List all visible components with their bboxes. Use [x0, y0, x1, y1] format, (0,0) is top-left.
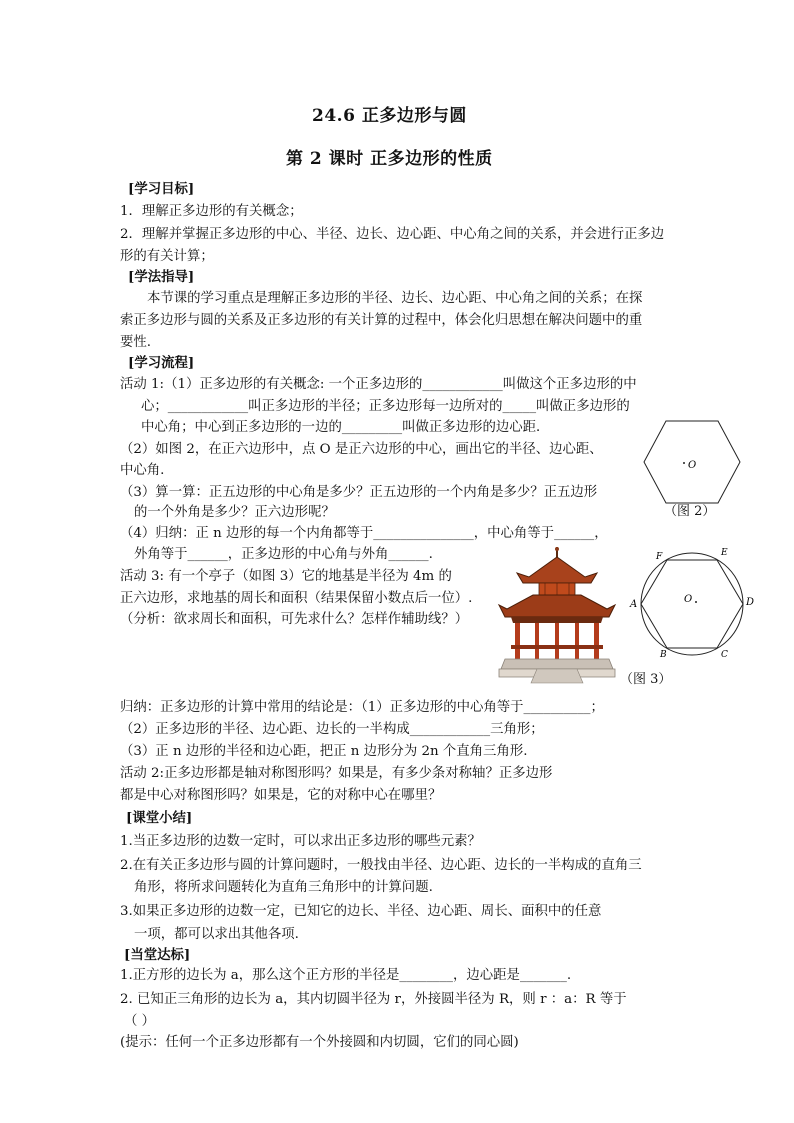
figure-3-label-o: O	[684, 594, 693, 605]
figure-2-hexagon	[640, 418, 744, 506]
check-line-2: 2. 已知正三角形的边长为 a，其内切圆半径为 r，外接圆半径为 R，则 r ：a：R 等于	[120, 992, 627, 1007]
flow-line-10: 活动 3: 有一个亭子（如图 3）它的地基是半径为 4m 的	[120, 569, 452, 584]
page-title: 24.6 正多边形与圆	[312, 106, 467, 126]
figure-3-label-a: A	[630, 599, 638, 610]
method-line-2: 索正多边形与圆的关系及正多边形的有关计算的过程中，体会化归思想在解决问题中的重	[120, 313, 643, 328]
section-check: [当堂达标]	[124, 947, 191, 963]
figure-3-label-f: F	[656, 552, 663, 562]
figure-3-caption: （图 3）	[620, 672, 672, 687]
goal-line-1: 1．理解正多边形的有关概念；	[120, 204, 303, 219]
method-line-1: 本节课的学习重点是理解正多边形的半径、边长、边心距、中心角之间的关系；在探	[147, 291, 643, 306]
flow-line-5: 中心角.	[120, 463, 165, 478]
flow-line-2: 心；____________叫正多边形的半径；正多边形每一边所对的_____叫做正多边形的	[141, 399, 630, 414]
figure-3-label-b: B	[660, 650, 667, 660]
figure-3-label-c: C	[721, 650, 728, 660]
flow-line-17: 都是中心对称图形吗？如果是，它的对称中心在哪里？	[120, 788, 442, 803]
flow-line-12: （分析：欲求周长和面积，可先求什么？怎样作辅助线？）	[120, 612, 469, 627]
summary-line-2: 2.在有关正多边形与圆的计算问题时，一般找由半径、边心距、边长的一半构成的直角三	[120, 858, 642, 873]
pavilion-image	[497, 545, 617, 685]
flow-line-9: 外角等于______，正多边形的中心角与外角______.	[134, 547, 433, 562]
summary-line-5: 一项，都可以求出其他各项.	[134, 927, 299, 942]
summary-line-3: 角形，将所求问题转化为直角三角形中的计算问题.	[134, 880, 433, 895]
figure-2-caption: （图 2）	[664, 504, 716, 519]
figure-3-label-e: E	[721, 548, 728, 558]
flow-line-6: （3）算一算：正五边形的中心角是多少？正五边形的一个内角是多少？正五边形	[120, 485, 598, 500]
section-goals: [学习目标]	[128, 181, 195, 197]
figure-3-label-d: D	[746, 597, 755, 608]
flow-line-4: （2）如图 2，在正六边形中，点 O 是正六边形的中心，画出它的半径、边心距、	[120, 442, 603, 457]
flow-line-8: （4）归纳：正 n 边形的每一个内角都等于_______________，中心角等于______，	[120, 526, 608, 541]
summary-line-1: 1.当正多边形的边数一定时，可以求出正多边形的哪些元素？	[120, 834, 481, 849]
figure-3-inscribed-hexagon	[626, 545, 762, 663]
method-line-3: 要性.	[120, 335, 152, 350]
section-method: [学法指导]	[128, 269, 195, 285]
check-line-4: (提示：任何一个正多边形都有一个外接圆和内切圆，它们的同心圆)	[120, 1035, 519, 1050]
flow-line-7: 的一个外角是多少？正六边形呢？	[134, 505, 335, 520]
flow-line-15: （3）正 n 边形的半径和边心距，把正 n 边形分为 2n 个直角三角形.	[120, 744, 528, 759]
flow-line-16: 活动 2:正多边形都是轴对称图形吗？如果是，有多少条对称轴？正多边形	[120, 766, 553, 781]
goal-line-2: 2．理解并掌握正多边形的中心、半径、边长、边心距、中心角之间的关系，并会进行正多边	[120, 227, 665, 242]
check-line-3: （ ）	[124, 1014, 156, 1029]
check-line-1: 1.正方形的边长为 a，那么这个正方形的半径是________，边心距是_______.	[120, 968, 572, 983]
goal-line-3: 形的有关计算；	[120, 249, 214, 264]
flow-line-14: （2）正多边形的半径、边心距、边长的一半构成____________三角形；	[120, 722, 544, 737]
figure-2-center-label: O	[688, 460, 697, 471]
section-flow: [学习流程]	[128, 355, 195, 371]
flow-line-1: 活动 1:（1）正多边形的有关概念: 一个正多边形的____________叫做这个正多边形的中	[120, 377, 637, 392]
summary-line-4: 3.如果正多边形的边数一定，已知它的边长、半径、边心距、周长、面积中的任意	[120, 904, 602, 919]
flow-line-3: 中心角；中心到正多边形的一边的_________叫做正多边形的边心距．	[141, 420, 550, 435]
flow-line-13: 归纳：正多边形的计算中常用的结论是：（1）正多边形的中心角等于__________；	[120, 700, 604, 715]
section-summary: [课堂小结]	[126, 810, 193, 826]
page-subtitle: 第 2 课时 正多边形的性质	[286, 149, 493, 169]
flow-line-11: 正六边形，求地基的周长和面积（结果保留小数点后一位）.	[120, 591, 473, 606]
